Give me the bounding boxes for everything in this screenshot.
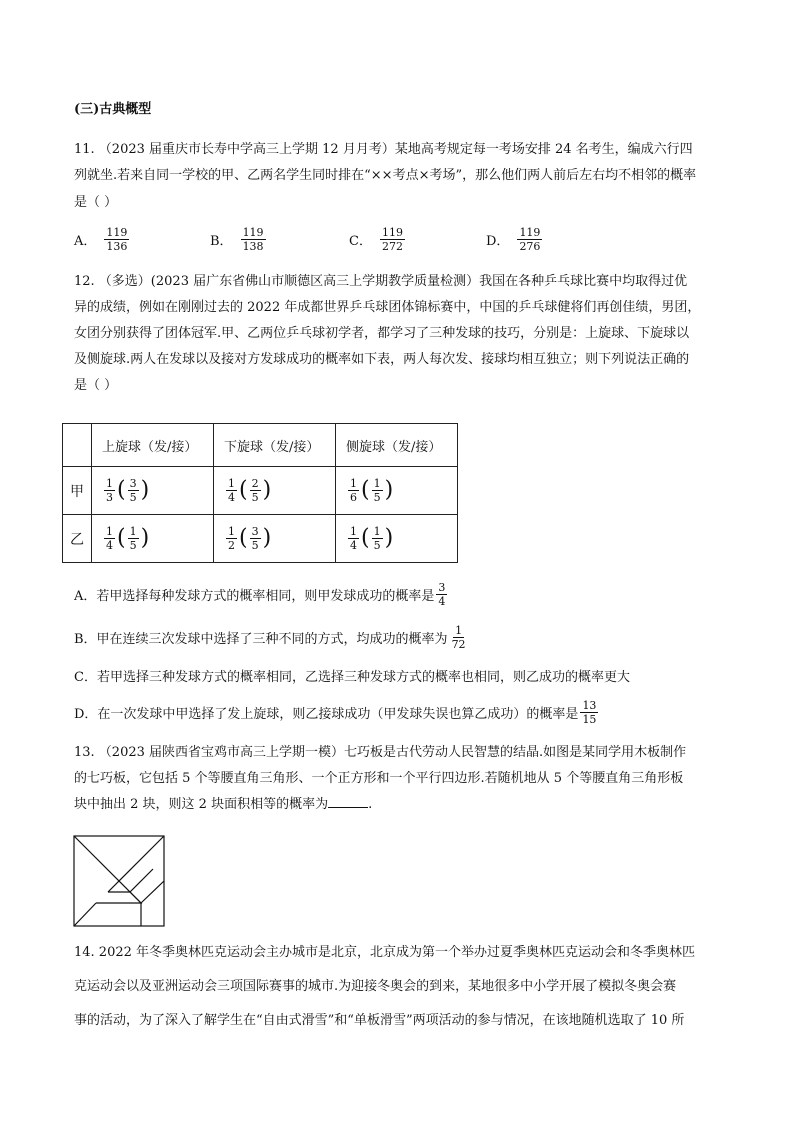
answer-blank[interactable] xyxy=(328,795,368,808)
table-header: 侧旋球（发/接） xyxy=(336,424,458,467)
table-cell: $\frac{1}{4}$ ( $\frac{1}{5}$ ) xyxy=(92,515,214,563)
tangram-square-piece xyxy=(119,892,141,903)
q14-line-3: 事的活动，为了深入了解学生在“自由式滑雪”和“单板滑雪”两项活动的参与情况，在该地随机选取了 10 所 xyxy=(74,1013,685,1028)
tangram-big-triangle-edge xyxy=(108,836,164,892)
q12-line-3: 女团分别获得了团体冠军.甲、乙两位乒乓球初学者，都学习了三种发球的技巧，分别是：上旋球、下旋球以 xyxy=(74,326,690,341)
q12-line-4: 及侧旋球.两人在发球以及接对方发球成功的概率如下表，两人每次发、接球均相互独立；则下列说法正确的 xyxy=(74,352,690,367)
q11-choice-d[interactable]: D． $\frac{119}{276}$ xyxy=(486,226,541,253)
q11-choices xyxy=(74,226,634,262)
q13-line-1: 13. （2023 届陕西省宝鸡市高三上学期一模）七巧板是古代劳动人民智慧的结晶.如图是某同学用木板制作 xyxy=(74,745,687,760)
row-label: 甲 xyxy=(63,467,92,515)
q12-option-c[interactable]: C．若甲选择三种发球方式的概率相同，乙选择三种发球方式的概率也相同，则乙成功的概率更大 xyxy=(74,670,630,685)
table-corner xyxy=(63,424,92,467)
q12-line-5: 是（ ） xyxy=(74,378,118,393)
tangram-right-triangle-edge xyxy=(141,881,164,903)
q11-line-3: 是（ ） xyxy=(74,195,118,210)
q11-choice-b[interactable]: B． $\frac{119}{138}$ xyxy=(210,226,264,253)
table-cell: $\frac{1}{2}$ ( $\frac{3}{5}$ ) xyxy=(214,515,336,563)
table-cell: $\frac{1}{3}$ ( $\frac{3}{5}$ ) xyxy=(92,467,214,515)
q11-line-2: 列就坐.若来自同一学校的甲、乙两名学生同时排在“××考点×考场”，那么他们两人前后左右均不相邻的概率 xyxy=(74,168,697,183)
q12-option-d[interactable]: D．在一次发球中甲选择了发上旋球，则乙接球成功（甲发球失误也算乙成功）的概率是 $\frac{13}{15}$ xyxy=(74,699,597,726)
tangram-left-triangle xyxy=(74,903,96,926)
q11-choice-a[interactable]: A． $\frac{119}{136}$ xyxy=(74,226,128,253)
table-row xyxy=(63,515,458,563)
q12-line-1: 12. （多选）(2023 届广东省佛山市顺德区高三上学期教学质量检测）我国在各种乒乓球比赛中均取得过优 xyxy=(74,274,688,289)
table-cell: $\frac{1}{6}$ ( $\frac{1}{5}$ ) xyxy=(336,467,458,515)
q14-line-2: 克运动会以及亚洲运动会三项国际赛事的城市.为迎接冬奥会的到来，某地很多中小学开展了模拟冬奥会赛 xyxy=(74,979,677,994)
tangram-figure xyxy=(73,835,165,927)
table-cell: $\frac{1}{4}$ ( $\frac{2}{5}$ ) xyxy=(214,467,336,515)
table-header-row xyxy=(63,424,458,467)
fraction: $\frac{119}{276}$ xyxy=(519,226,541,253)
q12-option-b[interactable]: B．甲在连续三次发球中选择了三种不同的方式，均成功的概率为 $\frac{1}{72}$ xyxy=(74,624,466,651)
table-header: 下旋球（发/接） xyxy=(214,424,336,467)
q12-line-2: 异的成绩，例如在刚刚过去的 2022 年成都世界乒乓球团体锦标赛中，中国的乒乓球健将们再创佳绩，男团， xyxy=(74,300,701,315)
tangram-parallelogram-edge xyxy=(130,869,153,892)
q13-line-3: 块中抽出 2 块，则这 2 块面积相等的概率为 . xyxy=(74,797,373,812)
row-label: 乙 xyxy=(63,515,92,563)
fraction: $\frac{119}{136}$ xyxy=(106,226,128,253)
table-cell: $\frac{1}{4}$ ( $\frac{1}{5}$ ) xyxy=(336,515,458,563)
q13-line-2: 的七巧板，它包括 5 个等腰直角三角形、一个正方形和一个平行四边形.若随机地从 5 个等腰直角三角形板 xyxy=(74,771,684,786)
fraction: $\frac{13}{15}$ xyxy=(582,699,597,726)
table-header: 上旋球（发/接） xyxy=(92,424,214,467)
fraction: $\frac{119}{138}$ xyxy=(242,226,264,253)
q14-line-1: 14. 2022 年冬季奥林匹克运动会主办城市是北京，北京成为第一个举办过夏季奥林匹克运动会和冬季奥林匹 xyxy=(74,945,696,960)
table-row xyxy=(63,467,458,515)
q11-line-1: 11. （2023 届重庆市长寿中学高三上学期 12 月月考）某地高考规定每一考场安排 24 名考生，编成六行四 xyxy=(74,142,693,157)
q12-option-a[interactable]: A．若甲选择每种发球方式的概率相同，则甲发球成功的概率是 $\frac{3}{4}$ xyxy=(74,581,446,608)
q11-choice-c[interactable]: C． $\frac{119}{272}$ xyxy=(349,226,403,253)
fraction: $\frac{1}{72}$ xyxy=(451,624,466,651)
fraction: $\frac{3}{4}$ xyxy=(438,581,446,608)
section-heading: (三)古典概型 xyxy=(74,102,152,117)
fraction: $\frac{119}{272}$ xyxy=(381,226,403,253)
probability-table xyxy=(62,423,458,563)
